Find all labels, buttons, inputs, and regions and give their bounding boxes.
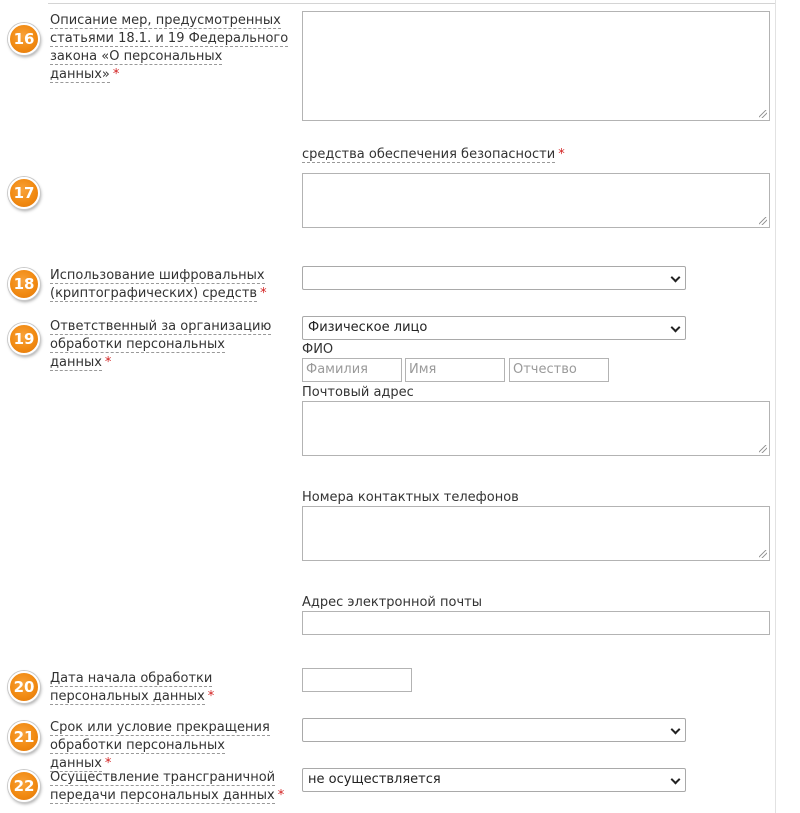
required-mark: * — [277, 788, 285, 803]
field-label-18-text: Использование шифровальных (криптографических) средств — [50, 268, 265, 301]
start-date-input[interactable] — [302, 668, 412, 692]
chevron-down-icon — [671, 273, 681, 283]
required-mark: * — [558, 147, 565, 162]
step-badge-22: 22 — [8, 770, 40, 802]
required-mark: * — [104, 355, 112, 370]
chevron-down-icon — [671, 323, 681, 333]
security-measures-textarea[interactable] — [302, 11, 770, 121]
field-label-21-text: Срок или условие прекращения обработки персональных данных — [50, 720, 270, 771]
first-name-input[interactable]: Имя — [405, 358, 505, 382]
cross-border-transfer-select-value: не осуществляется — [308, 772, 441, 787]
step-badge-17: 17 — [8, 177, 40, 209]
field-label-16 — [50, 12, 290, 84]
responsible-type-select-value: Физическое лицо — [308, 320, 428, 335]
phones-label: Номера контактных телефонов — [302, 490, 519, 505]
required-mark: * — [260, 286, 267, 301]
field-label-16-text: Описание мер, предусмотренных статьями 18.1. и 19 Федерального закона «О персональных данных» — [50, 13, 289, 82]
phones-textarea[interactable] — [302, 506, 770, 561]
field-label-18 — [50, 267, 290, 303]
field-label-19-text: Ответственный за организацию обработки персональных данных — [50, 319, 272, 370]
fio-label: ФИО — [302, 342, 334, 357]
patronymic-input[interactable]: Отчество — [509, 358, 609, 382]
required-mark: * — [207, 689, 215, 704]
email-label: Адрес электронной почты — [302, 595, 482, 610]
top-divider — [48, 3, 775, 4]
security-means-textarea[interactable] — [302, 173, 770, 228]
responsible-type-select[interactable] — [302, 316, 686, 340]
field-sublabel-17-text: средства обеспечения безопасности — [302, 147, 556, 162]
termination-condition-select[interactable] — [302, 718, 686, 742]
required-mark: * — [112, 67, 120, 82]
step-badge-20: 20 — [8, 671, 40, 703]
field-label-20-text: Дата начала обработки персональных данных — [50, 671, 213, 704]
step-badge-16: 16 — [8, 23, 40, 55]
field-label-21 — [50, 719, 290, 773]
step-badge-19: 19 — [8, 323, 40, 355]
field-label-22 — [50, 769, 290, 805]
postal-address-label: Почтовый адрес — [302, 385, 414, 400]
field-label-22-text: Осуществление трансграничной передачи персональных данных — [50, 770, 276, 803]
surname-input[interactable]: Фамилия — [302, 358, 402, 382]
field-sublabel-17 — [302, 147, 565, 163]
email-input[interactable] — [302, 611, 770, 635]
field-label-20 — [50, 670, 290, 706]
step-badge-18: 18 — [8, 268, 40, 300]
cryptography-select[interactable] — [302, 266, 686, 290]
right-border — [775, 0, 776, 813]
postal-address-textarea[interactable] — [302, 401, 770, 456]
chevron-down-icon — [671, 775, 681, 785]
field-label-19 — [50, 318, 290, 372]
chevron-down-icon — [671, 725, 681, 735]
required-mark: * — [104, 756, 112, 771]
step-badge-21: 21 — [8, 721, 40, 753]
cross-border-transfer-select[interactable] — [302, 768, 686, 792]
